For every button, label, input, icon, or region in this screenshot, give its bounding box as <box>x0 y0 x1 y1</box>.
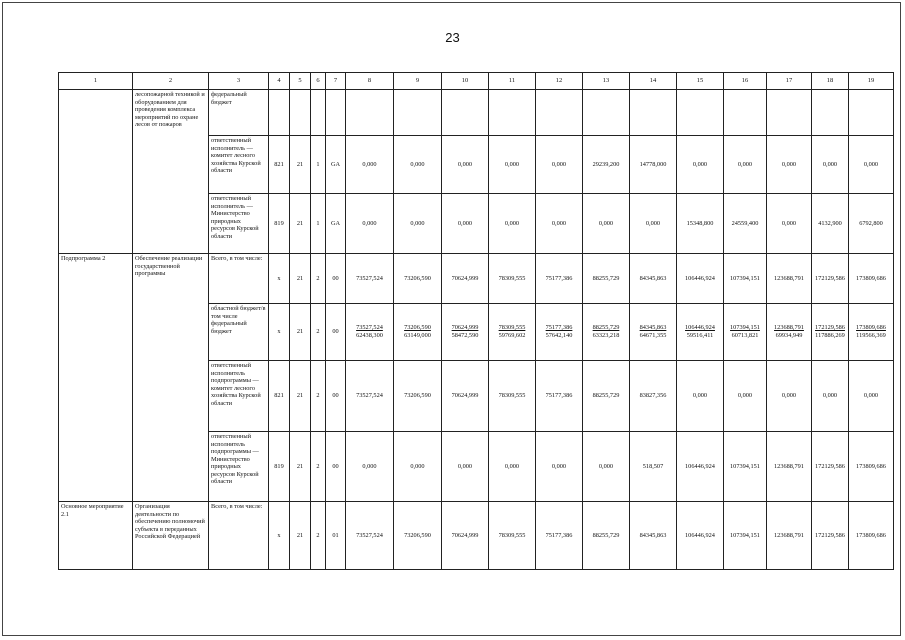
value-cell: 106446,924 <box>677 432 724 502</box>
value-cell: 0,000 <box>536 432 583 502</box>
value-cell: 0,000 <box>442 194 489 254</box>
value-cell: 84345,863 <box>630 502 677 570</box>
value-cell: 107394,151 <box>724 254 767 304</box>
value-cell: 15348,800 <box>677 194 724 254</box>
value-total: 106446,924 <box>685 324 715 332</box>
value-total: 73527,524 <box>356 324 383 332</box>
value-cell: 0,000 <box>536 194 583 254</box>
value-cell: 78309,555 <box>489 254 536 304</box>
value-cell: 106446,924 <box>677 502 724 570</box>
value-total: 70624,999 <box>451 324 479 332</box>
value-cell: 4132,900 <box>812 194 849 254</box>
column-header: 9 <box>394 73 442 90</box>
code-cell: 821 <box>269 136 290 194</box>
value-cell: 0,000 <box>677 361 724 432</box>
code-cell: 1 <box>311 136 326 194</box>
value-total: 78309,555 <box>498 324 526 332</box>
value-cell: 0,000 <box>767 136 812 194</box>
value-cell: 78309,555 <box>489 502 536 570</box>
code-cell: 00 <box>326 432 346 502</box>
value-cell <box>489 90 536 136</box>
value-cell <box>812 304 849 361</box>
value-cell <box>677 304 724 361</box>
code-cell: 819 <box>269 194 290 254</box>
funding-source-cell: ответственный исполнитель — комитет лесного хозяйства Курской области <box>209 136 269 194</box>
value-cell <box>536 304 583 361</box>
code-cell: GA <box>326 194 346 254</box>
program-name-cell: Основное мероприятие 2.1 <box>59 502 133 570</box>
column-header: 11 <box>489 73 536 90</box>
value-federal: 59769,602 <box>498 332 526 339</box>
code-cell: 21 <box>290 361 311 432</box>
value-cell <box>442 90 489 136</box>
funding-source-cell: ответственный исполнитель подпрограммы — комитет лесного хозяйства Курской области <box>209 361 269 432</box>
column-header: 2 <box>133 73 209 90</box>
column-header: 12 <box>536 73 583 90</box>
value-cell: 29239,200 <box>583 136 630 194</box>
code-cell: 00 <box>326 254 346 304</box>
code-cell: 2 <box>311 502 326 570</box>
value-cell <box>849 90 894 136</box>
value-cell <box>724 304 767 361</box>
program-description-cell: Организация деятельности по обеспечению полномочий субъекта в переданных Российской Федерацией <box>133 502 209 570</box>
code-cell: 01 <box>326 502 346 570</box>
program-name-cell: Подпрограмма 2 <box>59 254 133 502</box>
column-header: 18 <box>812 73 849 90</box>
column-header: 4 <box>269 73 290 90</box>
value-cell: 0,000 <box>630 194 677 254</box>
value-cell: 107394,151 <box>724 432 767 502</box>
value-cell <box>346 90 394 136</box>
value-cell: 0,000 <box>489 432 536 502</box>
column-header: 14 <box>630 73 677 90</box>
code-cell: 21 <box>290 254 311 304</box>
code-cell: 00 <box>326 304 346 361</box>
value-cell: 0,000 <box>767 194 812 254</box>
column-header: 19 <box>849 73 894 90</box>
header-row <box>59 73 894 90</box>
value-cell: 73206,590 <box>394 502 442 570</box>
code-cell <box>311 90 326 136</box>
value-cell: 0,000 <box>583 194 630 254</box>
code-cell: 00 <box>326 361 346 432</box>
value-cell: 0,000 <box>394 432 442 502</box>
code-cell: GA <box>326 136 346 194</box>
value-cell: 73206,590 <box>394 361 442 432</box>
value-cell <box>394 304 442 361</box>
value-cell: 0,000 <box>442 432 489 502</box>
value-cell: 75177,386 <box>536 361 583 432</box>
value-cell: 83827,356 <box>630 361 677 432</box>
value-cell: 0,000 <box>346 432 394 502</box>
funding-source-cell: Всего, в том числе: <box>209 254 269 304</box>
value-cell <box>849 304 894 361</box>
value-total: 75177,386 <box>545 324 573 332</box>
value-cell <box>442 304 489 361</box>
value-cell: 0,000 <box>849 361 894 432</box>
table-row <box>59 502 894 570</box>
value-cell <box>489 304 536 361</box>
column-header: 15 <box>677 73 724 90</box>
column-header: 6 <box>311 73 326 90</box>
budget-table <box>58 72 894 570</box>
value-cell <box>767 90 812 136</box>
value-cell: 0,000 <box>536 136 583 194</box>
code-cell <box>326 90 346 136</box>
value-cell: 73527,524 <box>346 502 394 570</box>
program-name-cell <box>59 90 133 254</box>
code-cell: 821 <box>269 361 290 432</box>
value-cell: 0,000 <box>489 194 536 254</box>
funding-source-cell: федеральный бюджет <box>209 90 269 136</box>
value-cell: 173809,686 <box>849 254 894 304</box>
value-cell: 84345,863 <box>630 254 677 304</box>
value-cell: 172129,586 <box>812 254 849 304</box>
value-cell: 0,000 <box>812 361 849 432</box>
value-federal: 64671,355 <box>639 332 667 339</box>
value-cell: 0,000 <box>849 136 894 194</box>
code-cell: 21 <box>290 136 311 194</box>
value-federal: 63149,000 <box>404 332 431 339</box>
value-cell <box>346 304 394 361</box>
code-cell: 819 <box>269 432 290 502</box>
value-cell: 172129,586 <box>812 432 849 502</box>
value-cell: 88255,729 <box>583 361 630 432</box>
code-cell <box>290 90 311 136</box>
code-cell: 21 <box>290 432 311 502</box>
value-cell <box>394 90 442 136</box>
code-cell: 2 <box>311 432 326 502</box>
code-cell: 21 <box>290 502 311 570</box>
value-total: 73206,590 <box>404 324 431 332</box>
code-cell: 2 <box>311 361 326 432</box>
value-cell: 88255,729 <box>583 254 630 304</box>
value-cell: 106446,924 <box>677 254 724 304</box>
value-cell <box>724 90 767 136</box>
program-description-cell: лесопожарной техникой и оборудованием для проведения комплекса мероприятий по охране лесов от пожаров <box>133 90 209 254</box>
value-cell: 70624,999 <box>442 254 489 304</box>
funding-source-cell: Всего, в том числе: <box>209 502 269 570</box>
value-cell: 518,507 <box>630 432 677 502</box>
code-cell: 1 <box>311 194 326 254</box>
value-cell <box>630 90 677 136</box>
program-description-cell: Обеспечение реализации государственной программы <box>133 254 209 502</box>
value-total: 173809,686 <box>856 324 886 332</box>
code-cell: х <box>269 304 290 361</box>
value-cell: 0,000 <box>394 136 442 194</box>
value-cell: 75177,386 <box>536 254 583 304</box>
column-header: 5 <box>290 73 311 90</box>
value-cell: 70624,999 <box>442 361 489 432</box>
value-cell: 73206,590 <box>394 254 442 304</box>
code-cell: 2 <box>311 254 326 304</box>
column-header: 8 <box>346 73 394 90</box>
value-federal: 69934,949 <box>775 332 803 339</box>
value-federal: 117886,269 <box>815 332 845 339</box>
value-cell: 88255,729 <box>583 502 630 570</box>
code-cell <box>269 90 290 136</box>
value-cell: 0,000 <box>583 432 630 502</box>
value-cell <box>677 90 724 136</box>
table-row <box>59 254 894 304</box>
value-cell: 173809,686 <box>849 432 894 502</box>
value-federal: 119566,369 <box>856 332 886 339</box>
value-cell: 6792,800 <box>849 194 894 254</box>
value-cell: 73527,524 <box>346 361 394 432</box>
column-header: 1 <box>59 73 133 90</box>
value-cell <box>767 304 812 361</box>
value-cell: 0,000 <box>812 136 849 194</box>
value-federal: 60713,821 <box>731 332 759 339</box>
value-cell: 0,000 <box>767 361 812 432</box>
value-cell: 0,000 <box>442 136 489 194</box>
value-cell <box>812 90 849 136</box>
value-cell: 123688,791 <box>767 432 812 502</box>
value-cell <box>536 90 583 136</box>
value-total: 107394,151 <box>730 324 760 332</box>
column-header: 13 <box>583 73 630 90</box>
value-cell: 123688,791 <box>767 502 812 570</box>
value-cell: 0,000 <box>394 194 442 254</box>
value-cell: 70624,999 <box>442 502 489 570</box>
code-cell: х <box>269 502 290 570</box>
code-cell: х <box>269 254 290 304</box>
code-cell: 21 <box>290 194 311 254</box>
code-cell: 2 <box>311 304 326 361</box>
value-cell: 73527,524 <box>346 254 394 304</box>
value-cell: 172129,586 <box>812 502 849 570</box>
value-cell: 173809,686 <box>849 502 894 570</box>
value-cell: 24559,400 <box>724 194 767 254</box>
column-header: 7 <box>326 73 346 90</box>
page-number: 23 <box>445 30 460 45</box>
value-cell: 0,000 <box>724 361 767 432</box>
value-cell: 0,000 <box>677 136 724 194</box>
value-cell: 0,000 <box>724 136 767 194</box>
value-cell: 123688,791 <box>767 254 812 304</box>
value-cell: 75177,386 <box>536 502 583 570</box>
value-cell: 107394,151 <box>724 502 767 570</box>
code-cell: 21 <box>290 304 311 361</box>
funding-source-cell: областной бюджет/в том числе федеральный бюджет <box>209 304 269 361</box>
value-federal: 59516,411 <box>686 332 714 339</box>
column-header: 17 <box>767 73 812 90</box>
value-total: 88255,729 <box>592 324 620 332</box>
value-cell: 78309,555 <box>489 361 536 432</box>
table-row <box>59 90 894 136</box>
value-cell: 0,000 <box>346 136 394 194</box>
value-cell: 0,000 <box>489 136 536 194</box>
funding-source-cell: ответственный исполнитель — Министерство природных ресурсов Курской области <box>209 194 269 254</box>
value-cell <box>630 304 677 361</box>
value-federal: 58472,590 <box>451 332 479 339</box>
value-cell <box>583 90 630 136</box>
column-header: 3 <box>209 73 269 90</box>
value-federal: 57642,140 <box>545 332 573 339</box>
funding-source-cell: ответственный исполнитель подпрограммы — Министерство природных ресурсов Курской области <box>209 432 269 502</box>
value-federal: 63323,218 <box>592 332 620 339</box>
value-cell: 0,000 <box>346 194 394 254</box>
value-total: 172129,586 <box>815 324 845 332</box>
value-total: 84345,863 <box>639 324 667 332</box>
column-header: 10 <box>442 73 489 90</box>
value-cell: 14778,000 <box>630 136 677 194</box>
value-federal: 62438,300 <box>356 332 383 339</box>
value-total: 123688,791 <box>774 324 804 332</box>
column-header: 16 <box>724 73 767 90</box>
value-cell <box>583 304 630 361</box>
